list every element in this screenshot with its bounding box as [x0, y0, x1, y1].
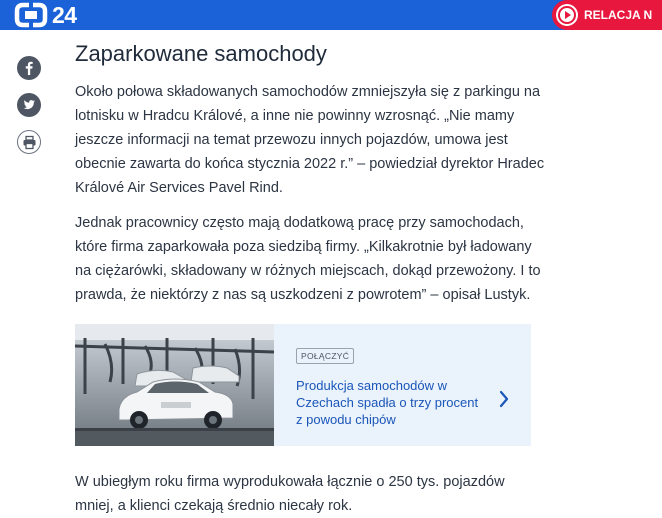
logo-text: 24 [52, 1, 77, 28]
live-coverage-label: RELACJA N [584, 8, 653, 22]
facebook-icon [17, 56, 41, 80]
car-factory-image [75, 324, 274, 446]
print-icon [19, 132, 40, 153]
twitter-icon [17, 93, 41, 117]
top-navigation-bar [0, 0, 653, 30]
print-button[interactable] [17, 130, 41, 154]
related-article-body [274, 324, 531, 446]
play-icon [556, 4, 578, 26]
ct-logo-icon [14, 2, 48, 28]
article-paragraph: Jednak pracownicy często mają dodatkową pracę przy samochodach, które firma zaparkowała poza siedzibą firmy. „Kilkakrotnie był ładowany na ciężarówki, składowany w różnych miejscach, dokąd przewożony. I to prawda, że niektórzy z nas są uszkodzeni z powrotem” – opisał Lustyk. [75, 215, 541, 303]
share-twitter-button[interactable] [17, 93, 41, 117]
live-coverage-button[interactable] [552, 0, 662, 30]
ct24-logo[interactable] [14, 1, 77, 29]
section-heading: Zaparkowane samochody [75, 41, 327, 66]
share-facebook-button[interactable] [17, 56, 41, 80]
related-badge: POŁĄCZYĆ [296, 348, 354, 364]
article-paragraph: W ubiegłym roku firma wyprodukowała łącznie o 250 tys. pojazdów mniej, a klienci czekają średnio niecały rok. [75, 474, 505, 514]
chevron-right-icon[interactable] [498, 390, 510, 408]
related-article-title[interactable]: Produkcja samochodów w Czechach spadła o trzy procent z powodu chipów [296, 378, 479, 427]
related-article-card[interactable] [75, 324, 531, 446]
article-paragraph: Około połowa składowanych samochodów zmniejszyła się z parkingu na lotnisku w Hradcu Králové, a inne nie powinny wzrosnąć. „Nie mamy jeszcze informacji na temat przewozu innych pojazdów, umowa jest obecnie zawarta do końca stycznia 2022 r.” – powiedział dyrektor Hradec Králové Air Services Pavel Rind. [75, 84, 545, 196]
